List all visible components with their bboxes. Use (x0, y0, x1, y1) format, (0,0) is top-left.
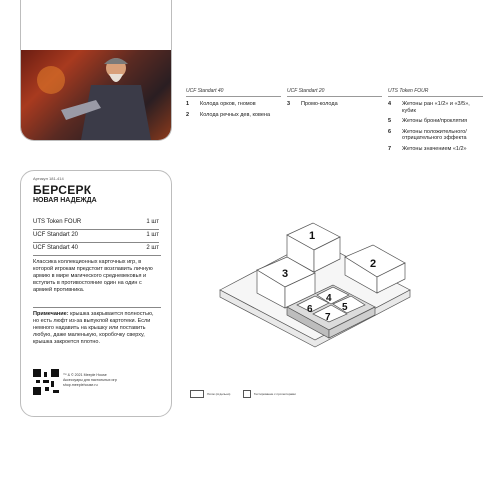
top-card (20, 0, 172, 141)
contents-list (33, 219, 159, 258)
item-text: Колода речных дев, ковена (200, 111, 271, 118)
list-item (186, 101, 281, 108)
contents-name: UTS Token FOUR (33, 219, 82, 225)
organizer-diagram (215, 215, 415, 375)
legend-label: Тестирование с протекторами (253, 391, 296, 396)
item-number: 6 (388, 128, 392, 135)
slot-label-4: 4 (326, 293, 332, 304)
item-text: Промо-колода (301, 101, 338, 107)
card-artwork-image (21, 50, 171, 140)
item-text: Колода орков, гномов (200, 101, 256, 107)
item-number: 3 (287, 101, 291, 107)
contents-qty: 2 шт (146, 245, 159, 251)
contents-row (33, 219, 159, 230)
item-text: Жетоны положительного/ отрицательного эффекта (402, 128, 467, 141)
contents-row (33, 232, 159, 243)
description-text: Классика коллекционных карточных игр, в которой игрокам предстоит возглавить личную армию в мире магического средневековья и вступить в противостояние один на один с армией противника. (33, 255, 161, 294)
column-header: UTS Token FOUR (388, 88, 483, 97)
list-item (186, 112, 281, 119)
contents-qty: 1 шт (146, 232, 159, 238)
note-body: крышка закрывается полностью, но есть люфт из-за выпуклой картотеки. Если немного надавить на крышку или поставить любую, даже маленькую, коробочку сверху, крышка закроется плотно. (33, 311, 154, 345)
note-text (33, 307, 161, 346)
slot-label-3: 3 (282, 268, 289, 280)
column-header: UCF Standart 40 (186, 88, 281, 97)
slot-label-6: 6 (307, 304, 313, 315)
list-item (388, 146, 483, 153)
column-header: UCF Standart 20 (287, 88, 382, 97)
contents-qty: 1 шт (146, 219, 159, 225)
legend-sleeves (243, 390, 296, 398)
item-number: 1 (186, 101, 190, 107)
sleeve-symbol-icon (243, 390, 251, 398)
slot-label-7: 7 (325, 312, 331, 323)
item-text: Жетоны ран «1/2» и «3/5», кубик (402, 101, 470, 114)
qr-code-image (33, 369, 59, 395)
slot-label-5: 5 (342, 302, 348, 313)
game-subtitle: НОВАЯ НАДЕЖДА (33, 197, 97, 204)
item-number: 5 (388, 118, 392, 124)
note-label: Примечание: (33, 311, 69, 317)
column-uts-four (388, 88, 483, 152)
tray-symbol-icon (190, 390, 204, 398)
item-number: 4 (388, 101, 392, 107)
item-text: Жетоны значением «1/2» (402, 145, 467, 152)
game-title: БЕРСЕРК (33, 183, 92, 197)
list-item (388, 118, 483, 125)
legend-tray (190, 390, 230, 398)
slot-label-2: 2 (370, 258, 377, 270)
contents-name: UCF Standart 40 (33, 245, 79, 251)
footer-line: Аксессуары для настольных игр (63, 378, 117, 382)
contents-name: UCF Standart 20 (33, 232, 79, 238)
main-card (20, 170, 172, 417)
footer-info (63, 373, 117, 388)
item-number: 2 (186, 111, 190, 118)
article-number: Артикул 181-414 (33, 176, 64, 181)
list-item (287, 101, 382, 108)
item-number: 7 (388, 145, 392, 152)
list-item (388, 101, 483, 114)
legend-label: Лоток (отдельно) (206, 391, 231, 396)
footer-line: ™ & © 2021 Meeple House (63, 373, 107, 377)
column-ucf-20 (287, 88, 382, 108)
item-text: Жетоны брони/проклятия (402, 118, 468, 124)
footer-line: shop.meeplehouse.ru (63, 383, 98, 387)
list-item (388, 129, 483, 142)
slot-label-1: 1 (309, 230, 316, 242)
column-ucf-40 (186, 88, 281, 118)
